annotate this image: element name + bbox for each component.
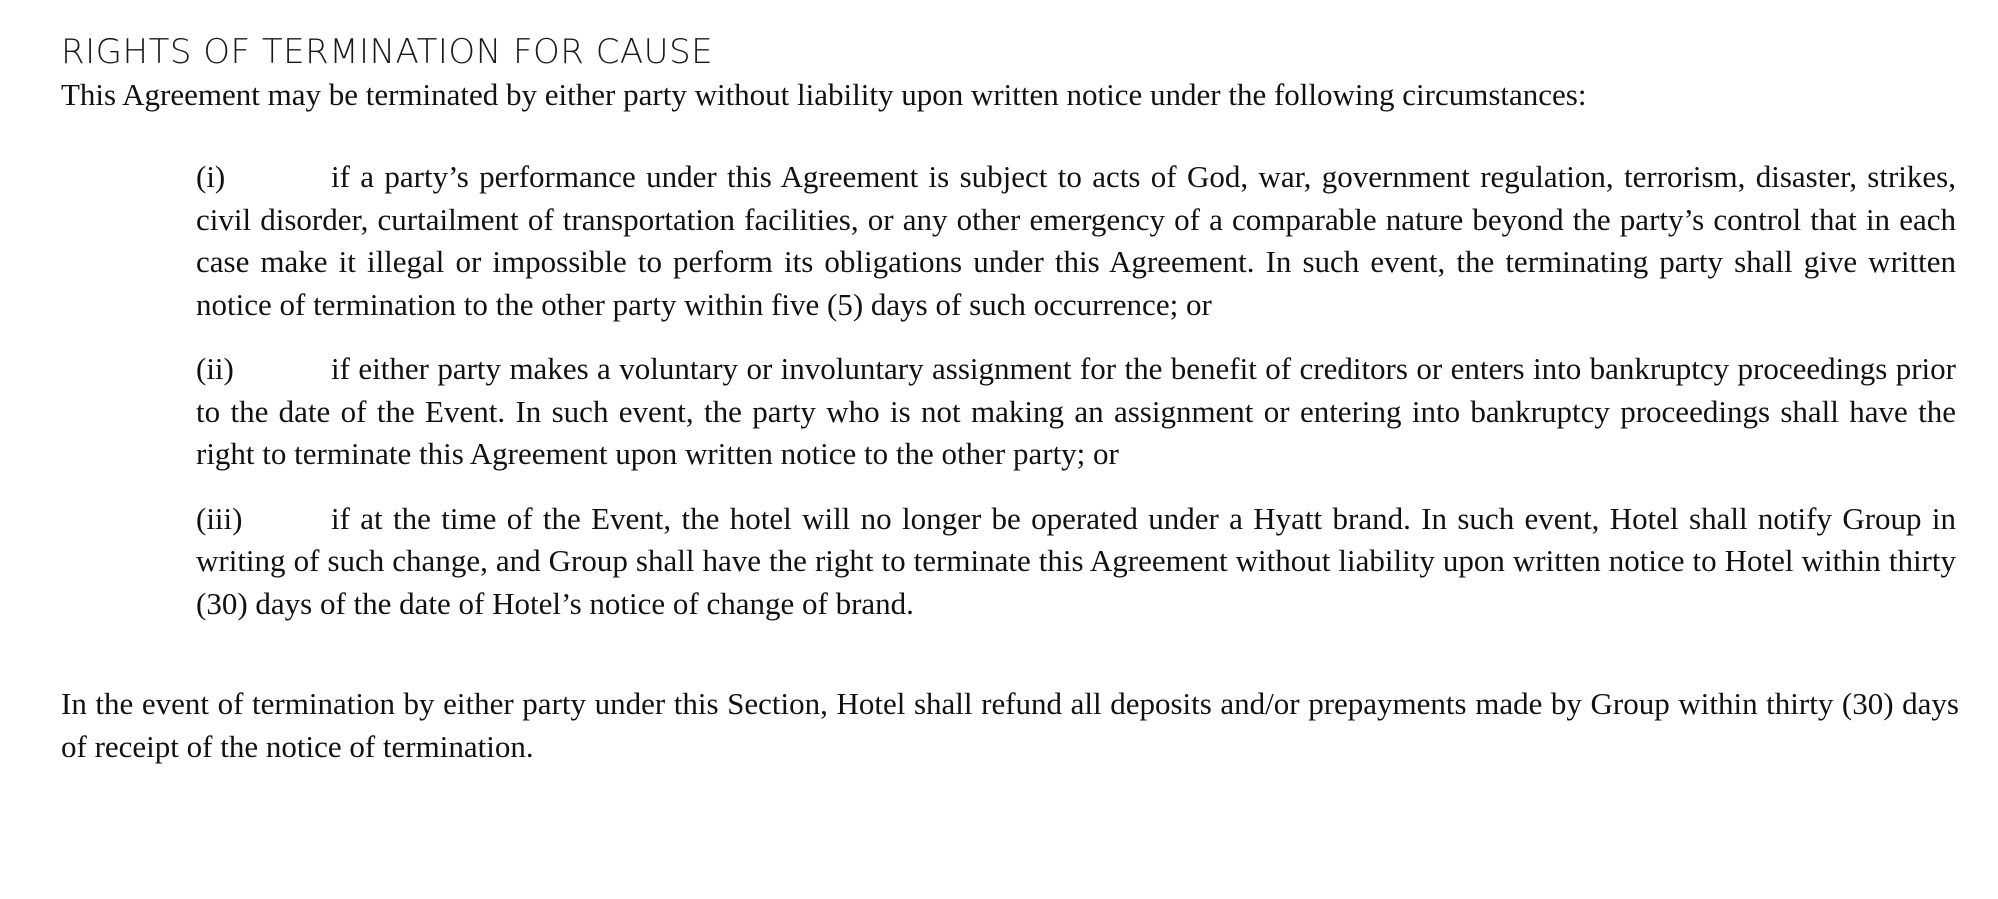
intro-paragraph: This Agreement may be terminated by either party without liability upon written notice under the following circumstances:: [61, 77, 1587, 112]
clause-list: [196, 156, 1956, 625]
clause-text: if either party makes a voluntary or involuntary assignment for the benefit of creditors or enters into bankruptcy proceedings prior to the date of the Event. In such event, the party who is not making an assignment or entering into bankruptcy proceedings shall have the right to terminate this Agreement upon written notice to the other party; or: [196, 351, 1956, 471]
clause-item: [196, 348, 1956, 476]
clause-text: if a party’s performance under this Agreement is subject to acts of God, war, government regulation, terrorism, disaster, strikes, civil disorder, curtailment of transportation facilities, or any other emergency of a comparable nature beyond the party’s control that in each case make it illegal or impossible to perform its obligations under this Agreement. In such event, the terminating party shall give written notice of termination to the other party within five (5) days of such occurrence; or: [196, 159, 1956, 322]
closing-paragraph: In the event of termination by either party under this Section, Hotel shall refund all deposits and/or prepayments made by Group within thirty (30) days of receipt of the notice of termination.: [61, 686, 1959, 764]
clause-text: if at the time of the Event, the hotel will no longer be operated under a Hyatt brand. In such event, Hotel shall notify Group in writing of such change, and Group shall have the right to terminate this Agreement without liability upon written notice to Hotel within thirty (30) days of the date of Hotel’s notice of change of brand.: [196, 500, 1956, 621]
clause-item: [196, 156, 1956, 326]
section-heading: RIGHTS OF TERMINATION FOR CAUSE: [61, 32, 714, 72]
clause-number: (ii): [196, 351, 234, 386]
clause-number: (i): [196, 159, 226, 194]
clause-number: (iii): [196, 500, 243, 536]
clause-item: [196, 498, 1956, 626]
